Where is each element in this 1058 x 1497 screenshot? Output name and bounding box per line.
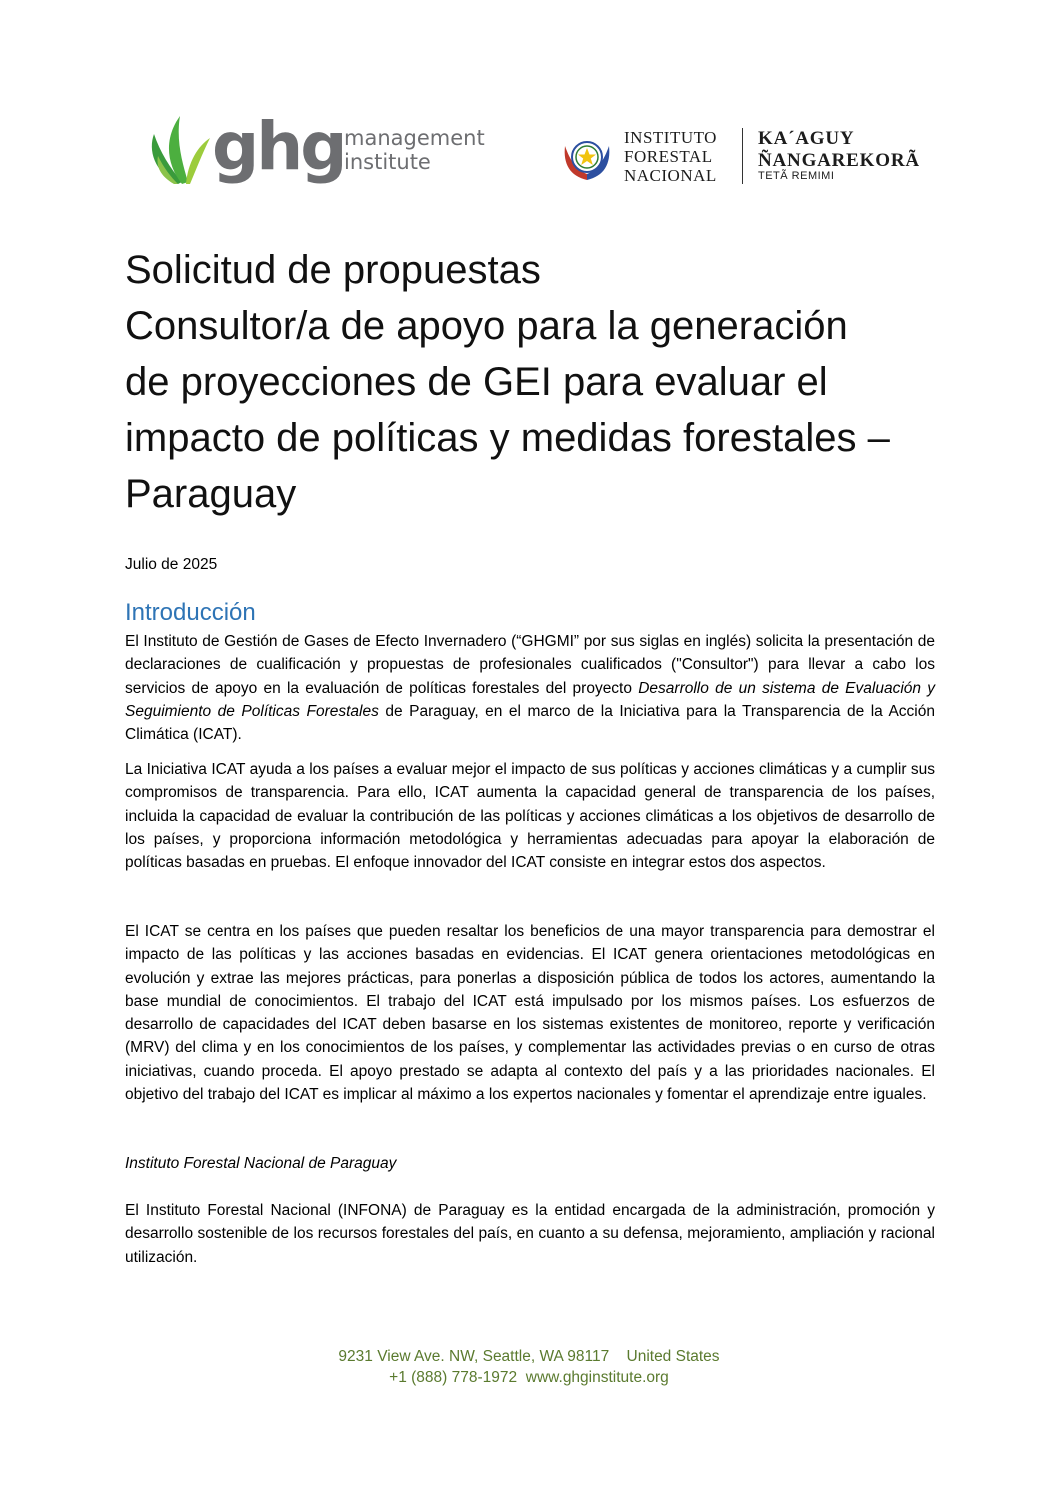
ghg-logo-subtitle	[344, 126, 485, 174]
footer-website-link[interactable]: www.ghginstitute.org	[525, 1369, 669, 1386]
kaaguy-name	[758, 128, 920, 172]
ghg-logo-line2: institute	[344, 150, 431, 174]
infona-name	[624, 128, 717, 185]
kaaguy-line1: KA´AGUY	[758, 128, 855, 149]
sub-heading: Instituto Forestal Nacional de Paraguay	[125, 1155, 397, 1172]
title-line: Paraguay	[125, 472, 297, 516]
section-heading-introduccion: Introducción	[125, 599, 256, 626]
title-line: impacto de políticas y medidas forestales –	[125, 416, 890, 460]
title-line: Solicitud de propuestas	[125, 248, 541, 292]
page-footer	[0, 1346, 1058, 1388]
kaaguy-line3: TETÃ REMIMI	[758, 170, 835, 182]
ghg-logo-line1: management	[344, 126, 485, 150]
ghg-logo-word: ghg	[212, 108, 345, 185]
infona-logo	[560, 126, 930, 188]
infona-line2: FORESTAL	[624, 147, 713, 166]
paragraph-text: El Instituto de Gestión de Gases de Efecto Invernadero (“GHGMI” por sus siglas en inglés) solicita la presentación de declaraciones de cualificación y propuestas de profesionales cualificados ("Consultor") para llevar a cabo los servicios de apoyo en la evaluación de políticas forestales del proyecto	[125, 633, 935, 697]
footer-country: United States	[626, 1348, 720, 1365]
document-date: Julio de 2025	[125, 556, 218, 573]
footer-line-address	[0, 1346, 1058, 1367]
infona-line1: INSTITUTO	[624, 128, 717, 147]
infona-line3: NACIONAL	[624, 166, 717, 185]
leaf-icon	[148, 112, 212, 186]
ghg-logo	[148, 108, 508, 192]
footer-line-contact	[0, 1367, 1058, 1388]
kaaguy-line2: ÑANGAREKORÃ	[758, 150, 920, 171]
project-name: Desarrollo de un sistema de Evaluación y Seguimiento de Políticas Forestales	[125, 679, 935, 720]
logo-divider	[742, 128, 743, 184]
national-seal-icon	[560, 130, 614, 184]
paragraph-text: de Paraguay, en el marco de la Iniciativa para la Transparencia de la Acción Climática (ICAT).	[125, 702, 935, 744]
paragraph: El ICAT se centra en los países que pueden resaltar los beneficios de una mayor transparencia para demostrar el impacto de las políticas y las acciones basadas en evidencias. El ICAT genera orientaciones metodológicas en evolución y extrae las mejores prácticas, para ponerlas a disposición pública de todos los actores, aumentando la base mundial de conocimientos. El trabajo del ICAT está impulsado por los mismos países. Los esfuerzos de desarrollo de capacidades del ICAT deben basarse en los sistemas existentes de monitoreo, reporte y verificación (MRV) del clima y en los conocimientos de los países, y complementar las actividades previas o en curso de otras iniciativas, cuando proceda. El apoyo prestado se adapta al contexto del país y a las prioridades nacionales. El objetivo del trabajo del ICAT es implicar al máximo a los expertos nacionales y fomentar el aprendizaje entre iguales.	[125, 923, 935, 1104]
paragraph: El Instituto Forestal Nacional (INFONA) de Paraguay es la entidad encargada de la administración, promoción y desarrollo sostenible de los recursos forestales del país, en cuanto a su defensa, mejoramiento, ampliación y racional utilización.	[125, 1202, 935, 1266]
title-line: Consultor/a de apoyo para la generación	[125, 304, 848, 348]
title-line: de proyecciones de GEI para evaluar el	[125, 360, 828, 404]
footer-phone: +1 (888) 778-1972	[389, 1369, 518, 1386]
paragraph	[125, 630, 935, 746]
paragraph: La Iniciativa ICAT ayuda a los países a evaluar mejor el impacto de sus políticas y acciones climáticas y a cumplir sus compromisos de transparencia. Para ello, ICAT aumenta la capacidad general de transparencia de los países, incluida la capacidad de evaluar la contribución de las políticas y acciones climáticas a los objetivos de desarrollo de los países, y proporciona información metodológica y herramientas adecuadas para apoyar la elaboración de políticas basadas en pruebas. El enfoque innovador del ICAT consiste en integrar estos dos aspectos.	[125, 761, 935, 872]
document-title	[125, 242, 955, 522]
footer-address: 9231 View Ave. NW, Seattle, WA 98117	[338, 1348, 610, 1365]
